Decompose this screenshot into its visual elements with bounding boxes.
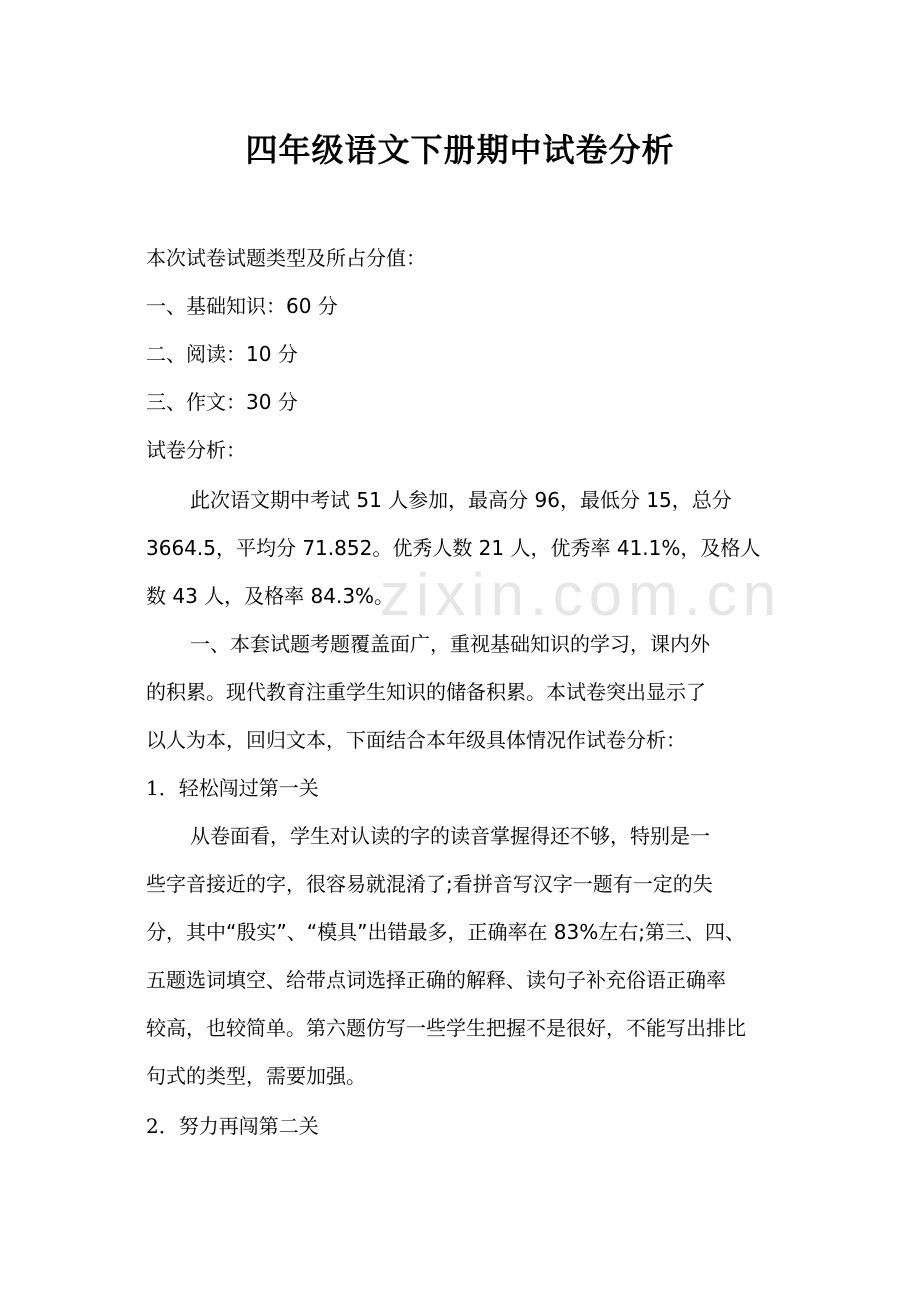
paragraph-line: 数 43 人，及格率 84.3%。 <box>146 584 395 608</box>
paragraph-line: 以人为本，回归文本，下面结合本年级具体情况作试卷分析： <box>146 728 686 752</box>
document-title: 四年级语文下册期中试卷分析 <box>245 131 675 169</box>
paragraph-line: 此次语文期中考试 51 人参加，最高分 96，最低分 15，总分 <box>190 488 732 512</box>
section-heading: 2．努力再闯第二关 <box>146 1114 319 1138</box>
paragraph-line: 从卷面看，学生对认读的字的读音掌握得还不够，特别是一 <box>190 824 710 848</box>
section-heading: 1．轻松闯过第一关 <box>146 776 319 800</box>
paragraph-line: 试卷分析： <box>146 438 246 462</box>
paragraph-line: 些字音接近的字，很容易就混淆了;看拼音写汉字一题有一定的失 <box>146 872 713 896</box>
paragraph-line: 本次试卷试题类型及所占分值： <box>146 246 426 270</box>
paragraph-line: 句式的类型，需要加强。 <box>146 1064 366 1088</box>
paragraph-line: 3664.5，平均分 71.852。优秀人数 21 人，优秀率 41.1%，及格人 <box>146 536 761 560</box>
paragraph-line: 二、阅读：10 分 <box>146 342 298 366</box>
paragraph-line: 三、作文：30 分 <box>146 390 298 414</box>
paragraph-line: 一、本套试题考题覆盖面广，重视基础知识的学习，课内外 <box>190 632 710 656</box>
watermark: zixin.com.cn <box>380 561 783 628</box>
paragraph-line: 一、基础知识：60 分 <box>146 294 338 318</box>
paragraph-line: 五题选词填空、给带点词选择正确的解释、读句子补充俗语正确率 <box>146 968 726 992</box>
paragraph-line: 的积累。现代教育注重学生知识的储备积累。本试卷突出显示了 <box>146 680 706 704</box>
paragraph-line: 较高，也较简单。第六题仿写一些学生把握不是很好，不能写出排比 <box>146 1016 746 1040</box>
paragraph-line: 分，其中“殷实”、“模具”出错最多，正确率在 83%左右;第三、四、 <box>146 920 745 944</box>
